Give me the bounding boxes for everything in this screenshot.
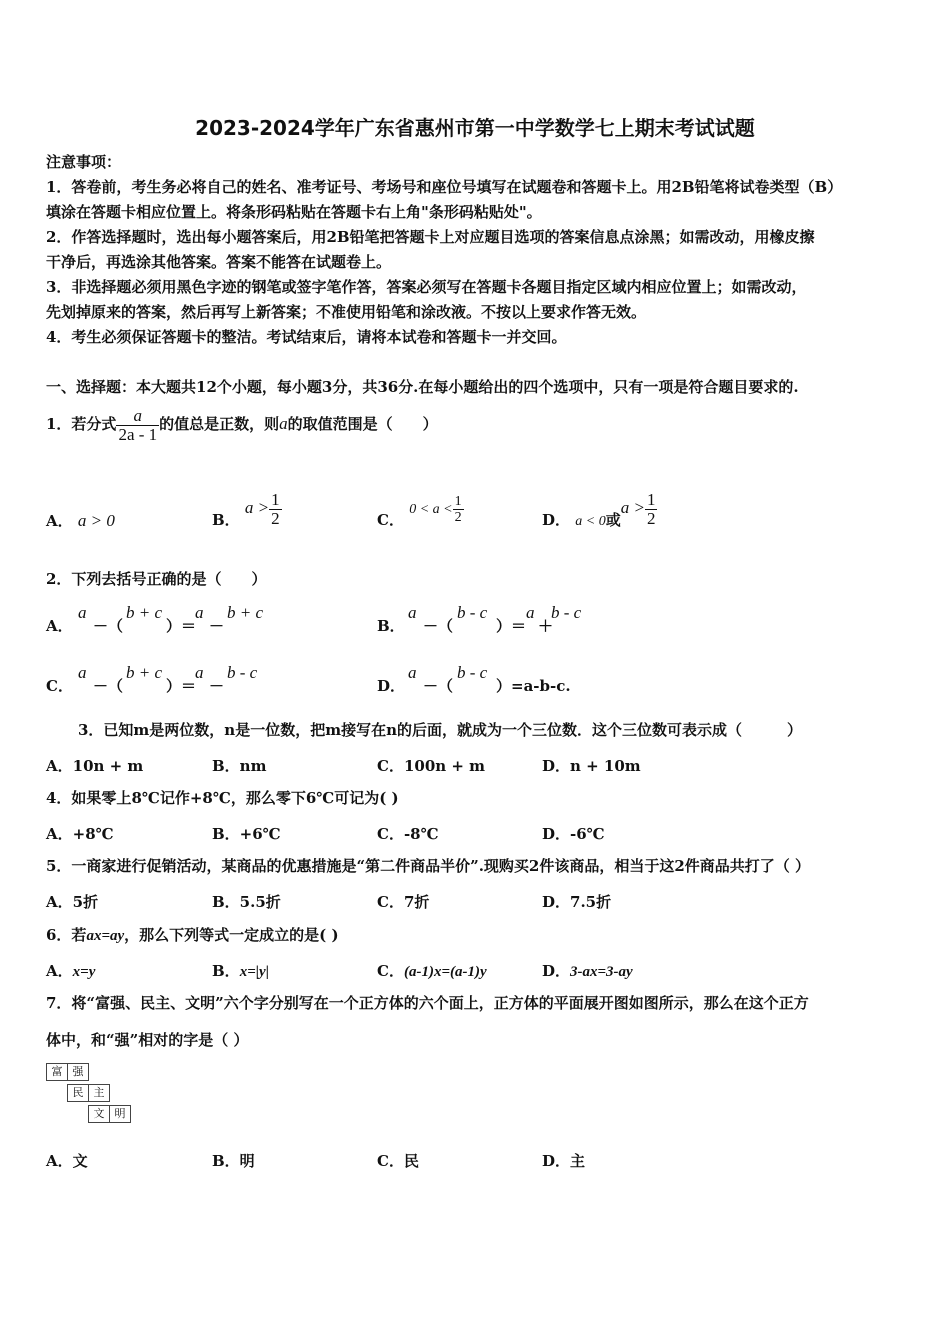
q3-option-c: C．100n + m	[377, 757, 486, 775]
expr-inner: b + c	[126, 603, 163, 622]
page-title: 2023-2024学年广东省惠州市第一中学数学七上期末考试试题	[195, 116, 755, 140]
expr-inner: b - c	[227, 663, 258, 682]
net-cell: 强	[67, 1063, 89, 1081]
q1-option-b: B． a > $\frac{1}{2}$	[212, 489, 280, 529]
question-3-stem: 3．已知m是两位数，n是一位数，把m接写在n的后面，就成为一个三位数．这个三位数可表示成（ ）	[78, 721, 802, 739]
expr-op: －	[209, 617, 225, 635]
q5-option-a: A．5折	[46, 893, 99, 911]
expr-a: a	[526, 603, 535, 622]
q6-option-c: C．(a-1)x=(a-1)y	[377, 962, 487, 980]
q1-option-a: A． a > 0	[46, 511, 115, 530]
q4-option-a: A．+8℃	[46, 825, 114, 843]
q5-option-b: B．5.5折	[212, 893, 281, 911]
net-cell: 主	[88, 1084, 110, 1102]
q6-option-d: D．3-ax=3-ay	[542, 962, 633, 980]
question-5-stem: 5．一商家进行促销活动，某商品的优惠措施是“第二件商品半价”.现购买2件该商品，相当于这2件商品共打了（ ）	[46, 857, 811, 875]
net-cell: 民	[67, 1084, 89, 1102]
q2-option-d: D．	[377, 677, 406, 695]
q7-option-c: C．民	[377, 1152, 419, 1170]
expr-op: －	[209, 677, 225, 695]
expr-op: ）＝	[166, 617, 197, 635]
section-heading: 一、选择题：本大题共12个小题，每小题3分，共36分.在每小题给出的四个选项中，只有一项是符合题目要求的.	[46, 378, 799, 396]
question-6-stem: 6．若ax=ay，那么下列等式一定成立的是( )	[46, 926, 339, 944]
notice-line: 2．作答选择题时，选出每小题答案后，用2B铅笔把答题卡上对应题目选项的答案信息点涂黑；如需改动，用橡皮擦	[46, 228, 815, 246]
notice-line: 3．非选择题必须用黑色字迹的钢笔或签字笔作答，答案必须写在答题卡各题目指定区域内相应位置上；如需改动，	[46, 278, 807, 296]
question-2-stem: 2．下列去括号正确的是（ ）	[46, 570, 267, 588]
q6-option-b: B．x=|y|	[212, 962, 269, 980]
q5-option-d: D．7.5折	[542, 893, 612, 911]
expr-a: a	[408, 603, 417, 622]
question-4-stem: 4．如果零上8℃记作+8℃，那么零下6℃可记为( )	[46, 789, 399, 807]
expr-op: －（	[93, 677, 124, 695]
question-7-stem-cont: 体中，和“强”相对的字是（ ）	[46, 1031, 249, 1049]
q4-option-c: C．-8℃	[377, 825, 439, 843]
notice-line: 1．答卷前，考生务必将自己的姓名、准考证号、考场号和座位号填写在试题卷和答题卡上。用2B铅笔将试卷类型（B）	[46, 178, 843, 196]
q6-option-a: A．x=y	[46, 962, 96, 980]
expr-a: a	[195, 663, 204, 682]
net-cell: 富	[46, 1063, 68, 1081]
q1-option-c: C． 0 < a < $\frac{1}{2}$	[377, 493, 462, 529]
net-cell: 文	[88, 1105, 110, 1123]
expr-a: a	[195, 603, 204, 622]
q2-option-a: A．	[46, 617, 73, 635]
expr-op: －（	[423, 617, 454, 635]
fraction: $\frac{a}{2a - 1}$	[118, 405, 158, 444]
q2-option-c: C．	[46, 677, 73, 695]
expr-op: ＋	[538, 617, 554, 635]
q1-option-d: D． a < 0或a > $\frac{1}{2}$	[542, 489, 656, 529]
q7-option-d: D．主	[542, 1152, 586, 1170]
notice-heading: 注意事项：	[46, 153, 122, 171]
expr-a: a	[78, 663, 87, 682]
expr-a: a	[408, 663, 417, 682]
question-1-stem: 1．若分式 $\frac{a}{2a - 1}$ 的值总是正数，则a的取值范围是（ ）	[46, 405, 438, 444]
net-cell: 明	[109, 1105, 131, 1123]
expr-inner: b - c	[457, 663, 488, 682]
notice-line: 填涂在答题卡相应位置上。将条形码粘贴在答题卡右上角"条形码粘贴处"。	[46, 203, 542, 221]
q4-option-d: D．-6℃	[542, 825, 605, 843]
question-7-stem: 7．将“富强、民主、文明”六个字分别写在一个正方体的六个面上，正方体的平面展开图如图所示，那么在这个正方	[46, 994, 809, 1012]
notice-line: 4．考生必须保证答题卡的整洁。考试结束后，请将本试卷和答题卡一并交回。	[46, 328, 567, 346]
expr-op: ）＝	[496, 617, 527, 635]
q7-option-a: A．文	[46, 1152, 88, 1170]
notice-line: 干净后，再选涂其他答案。答案不能答在试题卷上。	[46, 253, 392, 271]
expr-inner: b - c	[551, 603, 582, 622]
q5-option-c: C．7折	[377, 893, 430, 911]
q2-option-b: B．	[377, 617, 405, 635]
q3-option-a: A．10n + m	[46, 757, 144, 775]
expr-a: a	[78, 603, 87, 622]
q4-option-b: B．+6℃	[212, 825, 281, 843]
q3-option-d: D．n + 10m	[542, 757, 641, 775]
expr-inner: b + c	[126, 663, 163, 682]
expr-op: ）=a-b-c.	[496, 677, 571, 695]
expr-op: ）＝	[166, 677, 197, 695]
expr-inner: b - c	[457, 603, 488, 622]
q3-option-b: B．nm	[212, 757, 267, 775]
expr-op: －（	[93, 617, 124, 635]
q7-option-b: B．明	[212, 1152, 255, 1170]
expr-op: －（	[423, 677, 454, 695]
notice-line: 先划掉原来的答案，然后再写上新答案；不准使用铅笔和涂改液。不按以上要求作答无效。	[46, 303, 647, 321]
expr-inner: b + c	[227, 603, 264, 622]
